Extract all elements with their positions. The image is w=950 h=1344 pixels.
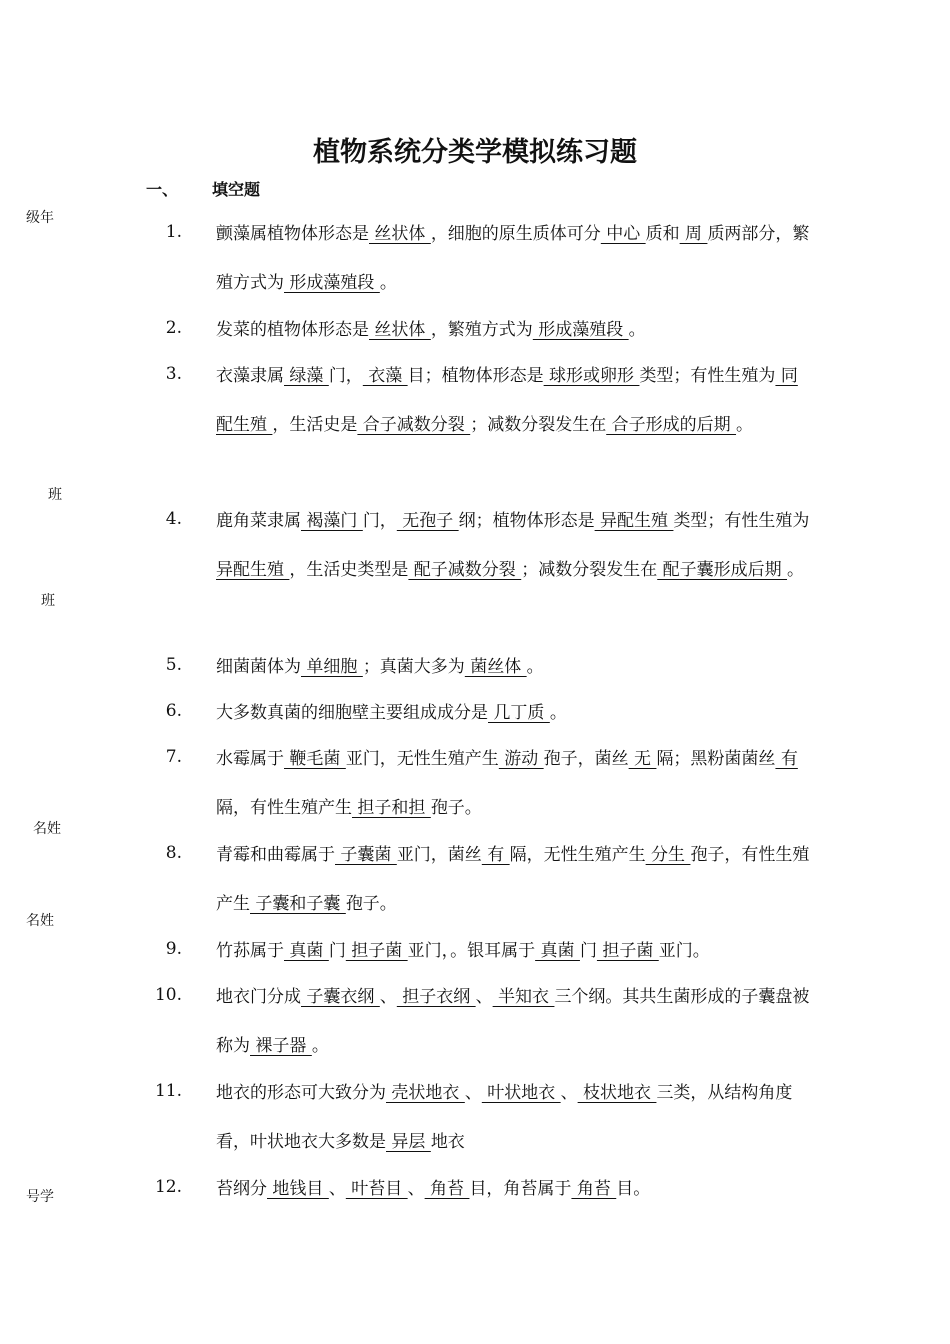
answer-blank: 合子形成的后期 xyxy=(606,415,737,435)
answer-blank: 子囊衣纲 xyxy=(301,987,380,1007)
question-text-segment: 。 xyxy=(311,1036,329,1056)
question-item xyxy=(150,701,810,738)
answer-blank: 无孢子 xyxy=(396,511,459,531)
question-text xyxy=(216,735,810,833)
answer-blank: 异配生殖 xyxy=(594,511,674,531)
answer-blank: 叶状地衣 xyxy=(481,1083,561,1103)
question-text-segment: 。 xyxy=(526,657,544,677)
question-text-segment: 地衣门分成 xyxy=(216,987,301,1007)
question-text-segment: 。 xyxy=(736,415,754,435)
question-text xyxy=(216,689,810,738)
answer-blank: 真菌 xyxy=(535,941,580,961)
answer-blank: 真菌 xyxy=(284,941,329,961)
question-text-segment: 、 xyxy=(560,1083,578,1103)
answer-blank: 中心 xyxy=(600,224,646,244)
question-text-segment: ，生活史是 xyxy=(272,415,358,435)
answer-blank: 褐藻门 xyxy=(301,511,363,531)
question-number: 7. xyxy=(165,747,182,767)
question-number: 8. xyxy=(165,843,182,863)
question-text-segment: 质和 xyxy=(645,224,680,244)
question-text-segment: 三个纲。其共生菌形成的子囊盘被称为 xyxy=(216,987,810,1056)
section-heading xyxy=(146,177,260,200)
side-label-class: 班 xyxy=(48,487,62,503)
question-text-segment: 大多数真菌的细胞壁主要组成成分是 xyxy=(216,703,488,723)
answer-blank: 合子减数分裂 xyxy=(357,415,471,435)
question-text-segment: 纲；植物体形态是 xyxy=(458,511,595,531)
question-text-segment: 。 xyxy=(379,273,397,293)
answer-blank: 角苔 xyxy=(424,1179,470,1199)
answer-blank: 丝状体 xyxy=(369,320,431,340)
answer-blank: 有 xyxy=(481,845,510,865)
answer-blank: 分生 xyxy=(645,845,691,865)
question-text-segment: 孢子，菌丝 xyxy=(543,749,629,769)
answer-blank: 无 xyxy=(628,749,657,769)
answer-blank: 异层 xyxy=(386,1132,431,1152)
answer-blank: 子囊菌 xyxy=(335,845,397,865)
side-label-name: 名姓 xyxy=(33,821,61,837)
question-item xyxy=(150,509,810,595)
answer-blank: 裸子器 xyxy=(250,1036,312,1056)
question-text-segment: 发菜的植物体形态是 xyxy=(216,320,369,340)
question-item xyxy=(150,843,810,929)
question-text-segment: 目。 xyxy=(616,1179,651,1199)
question-text-segment: 。 xyxy=(549,703,567,723)
question-text-segment: 亚门，。银耳属于 xyxy=(407,941,536,961)
question-text-segment: 竹荪属于 xyxy=(216,941,284,961)
question-number: 5. xyxy=(165,655,182,675)
question-text xyxy=(216,831,810,929)
question-text-segment: 衣藻隶属 xyxy=(216,366,284,386)
answer-blank: 鞭毛菌 xyxy=(284,749,346,769)
answer-blank: 衣藻 xyxy=(362,366,408,386)
side-label-class-mirror: 班 xyxy=(41,593,55,609)
question-text-segment: 。 xyxy=(628,320,646,340)
question-item xyxy=(150,985,810,1071)
side-label-grade: 级年 xyxy=(26,210,54,226)
answer-blank: 游动 xyxy=(498,749,544,769)
answer-blank: 子囊和子囊 xyxy=(250,894,346,914)
question-text-segment: ；减数分裂发生在 xyxy=(470,415,607,435)
question-number: 10. xyxy=(154,985,182,1005)
answer-blank: 担子菌 xyxy=(596,941,659,961)
question-text-segment: 隔，有性生殖产生 xyxy=(216,798,352,818)
question-text-segment: 隔；黑粉菌菌丝 xyxy=(656,749,776,769)
answer-blank: 形成藻殖段 xyxy=(284,273,380,293)
question-item xyxy=(150,655,810,692)
question-text-segment: 门 xyxy=(579,941,597,961)
section-number: 一、 xyxy=(146,180,179,199)
question-number: 9. xyxy=(165,939,182,959)
question-text-segment: ，细胞的原生质体可分 xyxy=(430,224,601,244)
question-text xyxy=(216,973,810,1071)
question-text-segment: 门 xyxy=(328,941,346,961)
answer-blank: 单细胞 xyxy=(301,657,363,677)
question-text-segment: 、 xyxy=(407,1179,425,1199)
answer-blank: 同配生殖 xyxy=(216,366,798,435)
question-text-segment: 孢子。 xyxy=(345,894,397,914)
question-text-segment: 地衣的形态可大致分为 xyxy=(216,1083,386,1103)
answer-blank: 周 xyxy=(679,224,708,244)
question-text-segment: ；真菌大多为 xyxy=(362,657,465,677)
question-item xyxy=(150,939,810,976)
question-text-segment: 门， xyxy=(362,511,397,531)
question-item xyxy=(150,222,810,308)
question-text-segment: 目；植物体形态是 xyxy=(407,366,544,386)
answer-blank: 有 xyxy=(775,749,798,769)
side-label-name-mirror: 名姓 xyxy=(26,913,54,929)
answer-blank: 担子和担 xyxy=(352,798,431,818)
question-text-segment: 三类，从结构角度看，叶状地衣大多数是 xyxy=(216,1083,793,1152)
answer-blank: 半知衣 xyxy=(492,987,555,1007)
answer-blank: 异配生殖 xyxy=(216,560,290,580)
question-text-segment: 孢子。 xyxy=(430,798,482,818)
question-number: 6. xyxy=(165,701,182,721)
question-item xyxy=(150,1177,810,1214)
answer-blank: 枝状地衣 xyxy=(577,1083,657,1103)
question-item xyxy=(150,1081,810,1167)
answer-blank: 几丁质 xyxy=(488,703,550,723)
question-text-segment: 质两部分，繁殖方式为 xyxy=(216,224,810,293)
question-text-segment: 苔纲分 xyxy=(216,1179,267,1199)
answer-blank: 配子减数分裂 xyxy=(408,560,522,580)
question-text-segment: 门， xyxy=(328,366,363,386)
question-item xyxy=(150,747,810,833)
question-text-segment: 地衣 xyxy=(430,1132,465,1152)
question-text-segment: 水霉属于 xyxy=(216,749,284,769)
answer-blank: 菌丝体 xyxy=(464,657,527,677)
question-text-segment: 类型；有性生殖为 xyxy=(673,511,810,531)
question-text-segment: ，繁殖方式为 xyxy=(430,320,533,340)
answer-blank: 角苔 xyxy=(571,1179,617,1199)
question-number: 12. xyxy=(154,1177,182,1197)
answer-blank: 担子菌 xyxy=(345,941,408,961)
section-label: 填空题 xyxy=(212,180,261,199)
question-text xyxy=(216,1069,810,1167)
question-text-segment: 。 xyxy=(787,560,805,580)
question-text-segment: 、 xyxy=(328,1179,346,1199)
answer-blank: 绿藻 xyxy=(284,366,329,386)
question-item xyxy=(150,318,810,355)
side-label-student-id: 号学 xyxy=(26,1189,54,1205)
question-number: 1. xyxy=(165,222,182,242)
answer-blank: 球形或卵形 xyxy=(543,366,640,386)
answer-blank: 叶苔目 xyxy=(345,1179,408,1199)
question-text-segment: 孢子，有性生殖产生 xyxy=(216,845,810,914)
answer-blank: 地钱目 xyxy=(267,1179,329,1199)
question-text-segment: 类型；有性生殖为 xyxy=(639,366,776,386)
question-text xyxy=(216,1165,810,1214)
question-text-segment: 隔，无性生殖产生 xyxy=(509,845,646,865)
question-text-segment: ；减数分裂发生在 xyxy=(521,560,658,580)
answer-blank: 形成藻殖段 xyxy=(532,320,629,340)
question-number: 4. xyxy=(165,509,182,529)
question-text-segment: 、 xyxy=(379,987,397,1007)
question-text xyxy=(216,643,810,692)
question-text-segment: 、 xyxy=(464,1083,482,1103)
question-text-segment: 亚门。 xyxy=(658,941,710,961)
question-text-segment: 细菌菌体为 xyxy=(216,657,301,677)
question-text-segment: 、 xyxy=(475,987,493,1007)
answer-blank: 壳状地衣 xyxy=(386,1083,465,1103)
question-text-segment: 亚门，无性生殖产生 xyxy=(345,749,499,769)
question-text-segment: 目，角苔属于 xyxy=(469,1179,572,1199)
question-text-segment: 颤藻属植物体形态是 xyxy=(216,224,369,244)
question-text-segment: 青霉和曲霉属于 xyxy=(216,845,335,865)
question-text-segment: 亚门，菌丝 xyxy=(396,845,482,865)
answer-blank: 丝状体 xyxy=(369,224,431,244)
question-text xyxy=(216,497,810,595)
question-text xyxy=(216,306,810,355)
question-text xyxy=(216,352,810,450)
question-item xyxy=(150,364,810,450)
answer-blank: 担子衣纲 xyxy=(396,987,476,1007)
question-text-segment: 鹿角菜隶属 xyxy=(216,511,301,531)
question-text-segment: ，生活史类型是 xyxy=(289,560,409,580)
question-text xyxy=(216,927,810,976)
question-number: 11. xyxy=(154,1081,182,1101)
question-number: 3. xyxy=(165,364,182,384)
answer-blank: 配子囊形成后期 xyxy=(657,560,788,580)
page-title: 植物系统分类学模拟练习题 xyxy=(313,137,637,168)
question-text xyxy=(216,210,810,308)
question-number: 2. xyxy=(165,318,182,338)
